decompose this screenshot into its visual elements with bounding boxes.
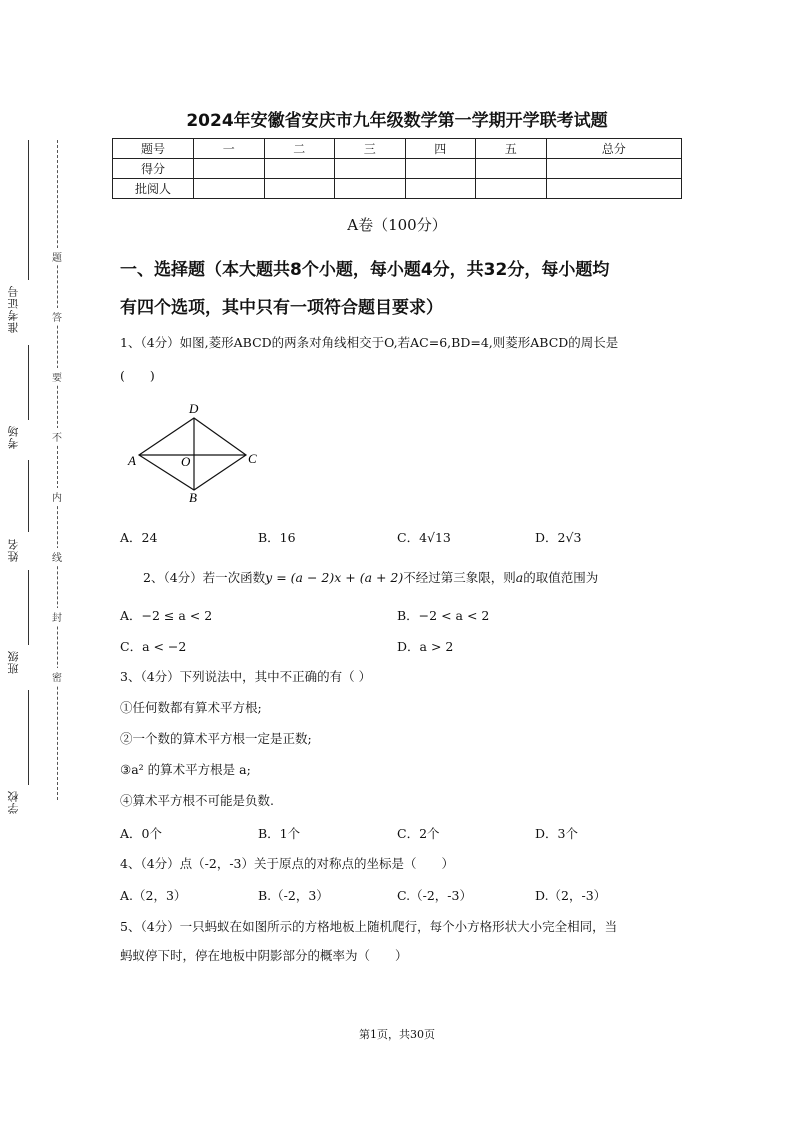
score-cell [405, 159, 476, 179]
score-header-cell: 二 [264, 139, 335, 159]
seal-char: 答 [52, 308, 62, 325]
score-table-header-row [113, 139, 682, 159]
question-5-text-line2: 蚂蚁停下时，停在地板中阴影部分的概率为（ ） [120, 948, 408, 963]
seal-char: 要 [52, 368, 62, 385]
question-3-item-3: ③a² 的算术平方根是 a; [120, 762, 251, 777]
side-line [28, 140, 29, 280]
score-cell [264, 179, 335, 199]
question-5-text-line1: 5、（4分）一只蚂蚁在如图所示的方格地板上随机爬行，每个小方格形状大小完全相同，当 [120, 919, 618, 934]
question-2-formula: y = (a − 2)x + (a + 2) [265, 570, 404, 585]
question-1-option-c[interactable]: C．4√13 [397, 530, 451, 545]
question-3-text: 3、（4分）下列说法中，其中不正确的有（ ） [120, 669, 372, 684]
seal-char: 题 [52, 248, 62, 265]
side-line [28, 345, 29, 420]
score-header-cell: 三 [335, 139, 406, 159]
side-label-class: 班级 [7, 650, 20, 674]
score-cell [194, 179, 265, 199]
score-cell [546, 159, 682, 179]
side-label-exam-room: 考场 [7, 425, 20, 449]
page-title: 2024年安徽省安庆市九年级数学第一学期开学联考试题 [186, 111, 608, 131]
point-label-a: A [128, 453, 136, 468]
score-header-cell: 一 [194, 139, 265, 159]
score-row-label: 批阅人 [113, 179, 194, 199]
page-footer: 第1页，共30页 [359, 1028, 435, 1041]
question-3-item-1: ①任何数都有算术平方根; [120, 700, 262, 715]
question-2-text [143, 569, 598, 587]
score-header-cell: 题号 [113, 139, 194, 159]
question-3-option-c[interactable]: C．2个 [397, 826, 440, 841]
score-table-row [113, 179, 682, 199]
question-2-option-b[interactable]: B．−2 < a < 2 [397, 608, 490, 623]
question-2-option-c[interactable]: C．a < −2 [120, 639, 187, 654]
point-label-b: B [189, 490, 197, 503]
question-3-item-2: ②一个数的算术平方根一定是正数; [120, 731, 312, 746]
question-4-option-b[interactable]: B.（-2，3） [258, 888, 329, 903]
question-4-text: 4、（4分）点（-2，-3）关于原点的对称点的坐标是（ ） [120, 856, 455, 871]
rhombus-figure [125, 398, 265, 503]
score-table-row [113, 159, 682, 179]
question-1-option-a[interactable]: A．24 [120, 530, 158, 545]
question-2-option-d[interactable]: D．a > 2 [397, 639, 454, 654]
question-3-item-4: ④算术平方根不可能是负数. [120, 793, 274, 808]
score-cell [194, 159, 265, 179]
question-2-option-a[interactable]: A．−2 ≤ a < 2 [120, 608, 213, 623]
score-cell [546, 179, 682, 199]
score-cell [405, 179, 476, 199]
point-label-d: D [189, 401, 199, 416]
seal-char: 密 [52, 668, 62, 685]
score-header-cell: 总分 [546, 139, 682, 159]
question-3-option-d[interactable]: D．3个 [535, 826, 578, 841]
side-line [28, 690, 29, 785]
question-2-text-post: 的取值范围为 [523, 570, 599, 585]
seal-char: 不 [52, 428, 62, 445]
score-header-cell: 五 [476, 139, 547, 159]
score-cell [264, 159, 335, 179]
question-1-text: 1、（4分）如图,菱形ABCD的两条对角线相交于O,若AC=6,BD=4,则菱形ABCD的周长是 [120, 335, 619, 350]
score-table [112, 138, 682, 199]
question-4-option-c[interactable]: C.（-2，-3） [397, 888, 472, 903]
seal-char: 线 [52, 548, 62, 565]
question-3-option-a[interactable]: A．0个 [120, 826, 162, 841]
side-line [28, 570, 29, 645]
score-header-cell: 四 [405, 139, 476, 159]
point-label-o: O [181, 454, 191, 469]
question-1-paren: ( ) [120, 368, 155, 383]
volume-heading: A卷（100分） [347, 216, 447, 234]
question-2-text-pre: 2、（4分）若一次函数 [143, 570, 266, 585]
section-heading-line1: 一、选择题（本大题共8个小题，每小题4分，共32分，每小题均 [120, 260, 610, 280]
question-2-var: a [515, 570, 524, 585]
score-cell [476, 179, 547, 199]
seal-dashed-line [57, 140, 58, 800]
question-4-option-a[interactable]: A.（2，3） [120, 888, 187, 903]
question-3-option-b[interactable]: B．1个 [258, 826, 301, 841]
score-row-label: 得分 [113, 159, 194, 179]
section-heading-line2: 有四个选项，其中只有一项符合题目要求） [120, 298, 443, 318]
seal-char: 封 [52, 608, 62, 625]
side-label-name: 姓名 [7, 538, 20, 562]
side-label-school: 学校 [7, 790, 20, 814]
score-cell [335, 179, 406, 199]
point-label-c: C [248, 451, 257, 466]
side-label-exam-number: 准考证号 [7, 285, 20, 333]
score-cell [476, 159, 547, 179]
score-cell [335, 159, 406, 179]
side-line [28, 460, 29, 532]
question-1-option-d[interactable]: D．2√3 [535, 530, 582, 545]
seal-char: 内 [52, 488, 62, 505]
question-1-option-b[interactable]: B．16 [258, 530, 296, 545]
question-4-option-d[interactable]: D.（2，-3） [535, 888, 607, 903]
question-2-text-mid: 不经过第三象限，则 [403, 570, 516, 585]
